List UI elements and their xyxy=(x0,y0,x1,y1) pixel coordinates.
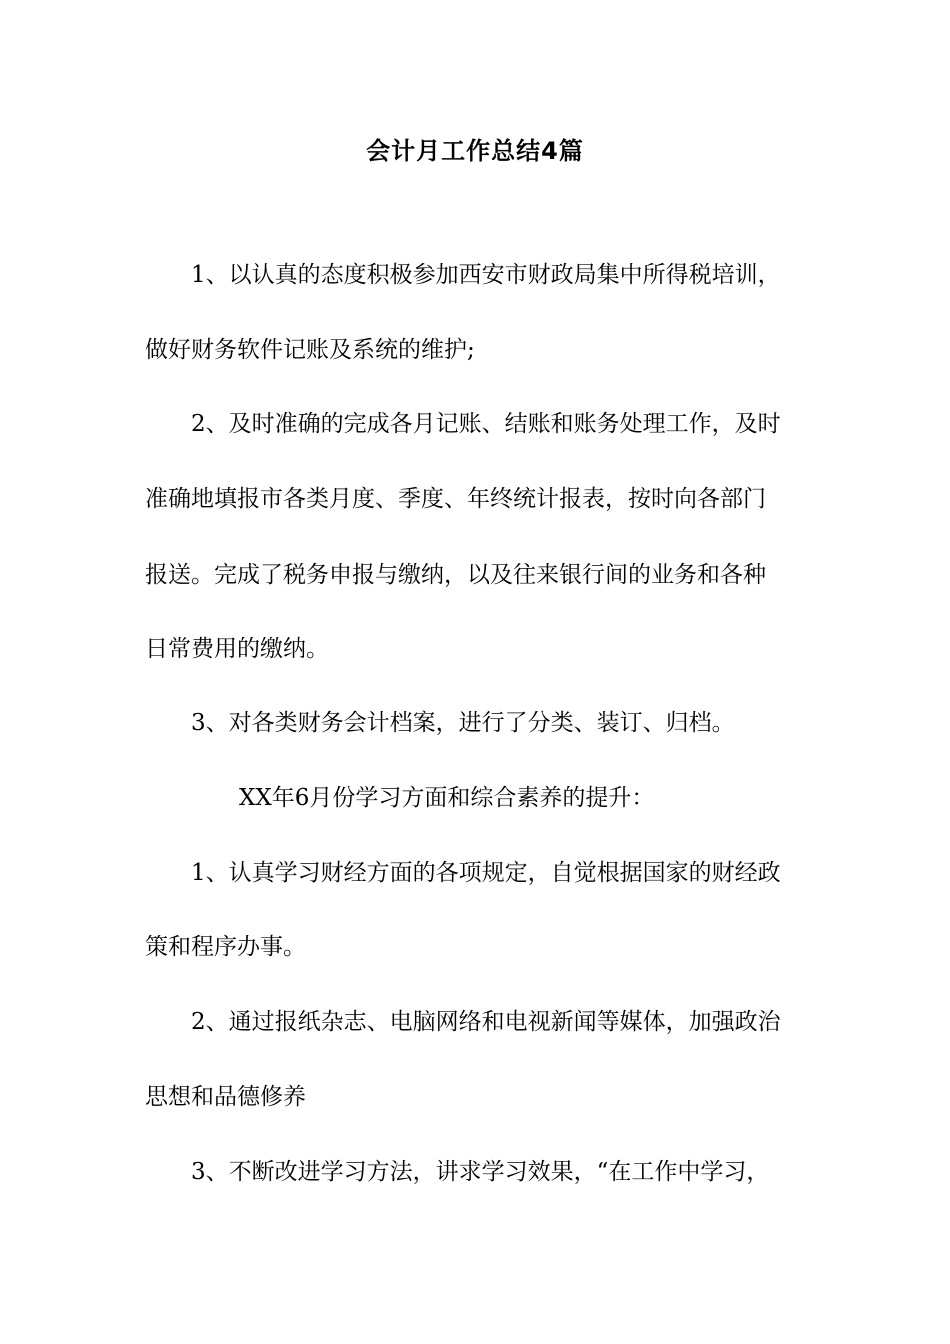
paragraph-line: 策和程序办事。 xyxy=(145,934,306,960)
section-heading: XX年6月份学习方面和综合素养的提升： xyxy=(239,785,655,811)
paragraph-line: 日常费用的缴纳。 xyxy=(145,636,329,662)
paragraph-line: 准确地填报市各类月度、季度、年终统计报表，按时向各部门 xyxy=(145,486,766,512)
paragraph-line: 2、通过报纸杂志、电脑网络和电视新闻等媒体，加强政治 xyxy=(191,1009,781,1035)
paragraph-line: 1、以认真的态度积极参加西安市财政局集中所得税培训， xyxy=(191,262,781,288)
paragraph-line: 3、不断改进学习方法，讲求学习效果，“在工作中学习， xyxy=(191,1159,770,1185)
document-title: 会计月工作总结4篇 xyxy=(366,137,584,165)
paragraph-line: 做好财务软件记账及系统的维护; xyxy=(145,337,475,363)
paragraph-line: 报送。完成了税务申报与缴纳，以及往来银行间的业务和各种 xyxy=(145,562,766,588)
paragraph-line: 3、对各类财务会计档案，进行了分类、装订、归档。 xyxy=(191,710,735,736)
paragraph-line: 思想和品德修养 xyxy=(145,1084,306,1110)
paragraph-line: 1、认真学习财经方面的各项规定，自觉根据国家的财经政 xyxy=(191,860,781,886)
paragraph-line: 2、及时准确的完成各月记账、结账和账务处理工作，及时 xyxy=(191,411,781,437)
